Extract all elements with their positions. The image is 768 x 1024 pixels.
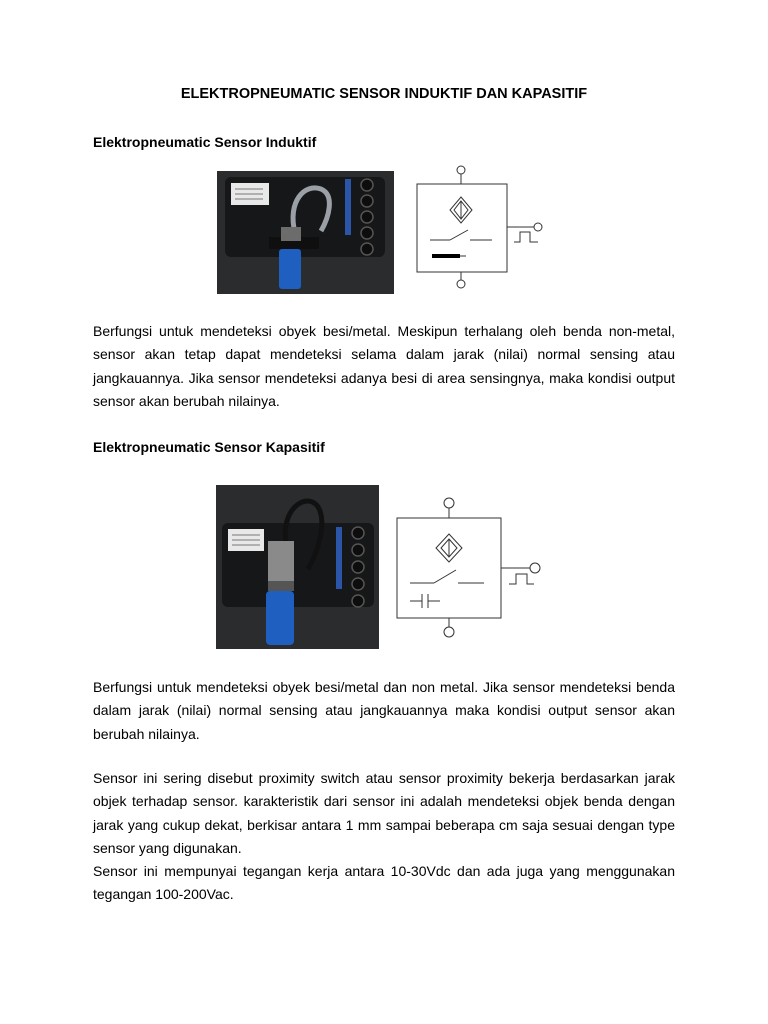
inductive-sensor-module-photo bbox=[217, 171, 394, 294]
paragraph-text: Sensor ini sering disebut proximity switch atau sensor proximity bekerja berdasarkan jarak objek terhadap sensor. karakteristik dari sensor ini adalah mendeteksi objek benda dengan jarak yang cukup dekat, berkisar antara 1 mm sampai beberapa cm saja sesuai dengan type sensor yang digunakan. bbox=[93, 770, 675, 856]
capacitive-sensor-symbol bbox=[392, 493, 544, 641]
capacitive-sensor-module-photo bbox=[216, 485, 379, 649]
paragraph-text: Berfungsi untuk mendeteksi obyek besi/metal. Meskipun terhalang oleh benda non-metal, sensor akan tetap dapat mendeteksi selama dalam jarak (nilai) normal sensing atau jangkauannya. Jika sensor mendeteksi adanya besi di area sensingnya, maka kondisi output sensor akan berubah nilainya. bbox=[93, 323, 675, 409]
paragraph-inductive bbox=[93, 320, 675, 413]
paragraph-text: Berfungsi untuk mendeteksi obyek besi/metal dan non metal. Jika sensor mendeteksi benda dalam jarak (nilai) normal sensing atau jangkauannya maka kondisi output sensor akan berubah nilainya. bbox=[93, 679, 675, 742]
paragraph-text: Sensor ini mempunyai tegangan kerja antara 10-30Vdc dan ada juga yang menggunakan tegangan 100-200Vac. bbox=[93, 863, 675, 903]
section-heading-capacitive: Elektropneumatic Sensor Kapasitif bbox=[93, 439, 325, 455]
paragraph-proximity bbox=[93, 767, 675, 907]
page-title: ELEKTROPNEUMATIC SENSOR INDUKTIF DAN KAPASITIF bbox=[180, 86, 588, 102]
paragraph-capacitive bbox=[93, 676, 675, 746]
inductive-sensor-symbol bbox=[410, 160, 550, 290]
section-heading-inductive: Elektropneumatic Sensor Induktif bbox=[93, 134, 317, 150]
